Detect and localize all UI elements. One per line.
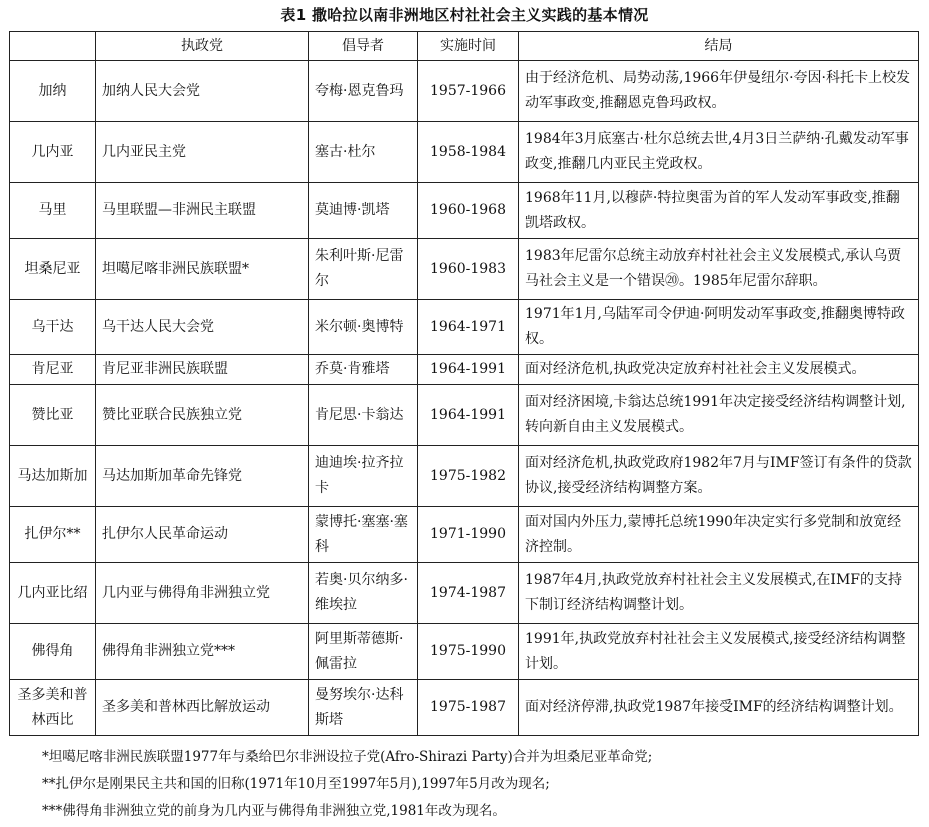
leader-cell: 蒙博托·塞塞·塞科: [309, 507, 418, 563]
table-row: [10, 680, 919, 736]
party-cell: 马达加斯加革命先锋党: [96, 446, 309, 507]
party-cell: 赞比亚联合民族独立党: [96, 385, 309, 446]
country-cell: 乌干达: [10, 300, 96, 355]
outcome-cell: 面对经济危机,执政党决定放弃村社社会主义发展模式。: [519, 355, 919, 385]
period-cell: 1960-1968: [418, 183, 519, 239]
table-row: [10, 385, 919, 446]
leader-cell: 塞古·杜尔: [309, 122, 418, 183]
country-cell: 佛得角: [10, 624, 96, 680]
footnote: **扎伊尔是刚果民主共和国的旧称(1971年10月至1997年5月),1997年5月改为现名;: [42, 776, 550, 792]
leader-cell: 乔莫·肯雅塔: [309, 355, 418, 385]
leader-cell: 肯尼思·卡翁达: [309, 385, 418, 446]
footnotes: [42, 744, 652, 825]
country-cell: 坦桑尼亚: [10, 239, 96, 300]
leader-cell: 米尔顿·奥博特: [309, 300, 418, 355]
party-cell: 乌干达人民大会党: [96, 300, 309, 355]
party-cell: 几内亚与佛得角非洲独立党: [96, 563, 309, 624]
party-cell: 圣多美和普林西比解放运动: [96, 680, 309, 736]
outcome-cell: 1971年1月,乌陆军司令伊迪·阿明发动军事政变,推翻奥博特政权。: [519, 300, 919, 355]
table-row: [10, 355, 919, 385]
party-cell: 坦噶尼喀非洲民族联盟*: [96, 239, 309, 300]
country-cell: 几内亚: [10, 122, 96, 183]
period-cell: 1975-1987: [418, 680, 519, 736]
table-row: [10, 239, 919, 300]
country-cell: 肯尼亚: [10, 355, 96, 385]
outcome-cell: 1968年11月,以穆萨·特拉奥雷为首的军人发动军事政变,推翻凯塔政权。: [519, 183, 919, 239]
party-cell: 扎伊尔人民革命运动: [96, 507, 309, 563]
outcome-cell: 面对国内外压力,蒙博托总统1990年决定实行多党制和放宽经济控制。: [519, 507, 919, 563]
table-row: [10, 624, 919, 680]
country-cell: 扎伊尔**: [10, 507, 96, 563]
header-party: 执政党: [96, 32, 309, 61]
header-period: 实施时间: [418, 32, 519, 61]
header-country: [10, 32, 96, 61]
country-cell: 赞比亚: [10, 385, 96, 446]
party-cell: 佛得角非洲独立党***: [96, 624, 309, 680]
table-row: [10, 61, 919, 122]
header-leader: 倡导者: [309, 32, 418, 61]
country-cell: 加纳: [10, 61, 96, 122]
outcome-cell: 面对经济危机,执政党政府1982年7月与IMF签订有条件的贷款协议,接受经济结构调整方案。: [519, 446, 919, 507]
period-cell: 1975-1990: [418, 624, 519, 680]
party-cell: 几内亚民主党: [96, 122, 309, 183]
period-cell: 1975-1982: [418, 446, 519, 507]
footnote: ***佛得角非洲独立党的前身为几内亚与佛得角非洲独立党,1981年改为现名。: [42, 803, 506, 819]
leader-cell: 阿里斯蒂德斯·佩雷拉: [309, 624, 418, 680]
leader-cell: 迪迪埃·拉齐拉卡: [309, 446, 418, 507]
period-cell: 1960-1983: [418, 239, 519, 300]
party-cell: 加纳人民大会党: [96, 61, 309, 122]
table-row: [10, 563, 919, 624]
data-table: [9, 31, 919, 736]
outcome-cell: 1987年4月,执政党放弃村社社会主义发展模式,在IMF的支持下制订经济结构调整计划。: [519, 563, 919, 624]
outcome-cell: 由于经济危机、局势动荡,1966年伊曼纽尔·夸因·科托卡上校发动军事政变,推翻恩克鲁玛政权。: [519, 61, 919, 122]
table-row: [10, 122, 919, 183]
party-cell: 肯尼亚非洲民族联盟: [96, 355, 309, 385]
leader-cell: 若奥·贝尔纳多·维埃拉: [309, 563, 418, 624]
country-cell: 马达加斯加: [10, 446, 96, 507]
country-cell: 圣多美和普林西比: [10, 680, 96, 736]
leader-cell: 曼努埃尔·达科斯塔: [309, 680, 418, 736]
period-cell: 1964-1991: [418, 385, 519, 446]
country-cell: 几内亚比绍: [10, 563, 96, 624]
period-cell: 1964-1971: [418, 300, 519, 355]
table-title: 表1 撒哈拉以南非洲地区村社社会主义实践的基本情况: [280, 6, 649, 24]
period-cell: 1957-1966: [418, 61, 519, 122]
footnote: *坦噶尼喀非洲民族联盟1977年与桑给巴尔非洲设拉子党(Afro-Shirazi Party)合并为坦桑尼亚革命党;: [42, 749, 653, 765]
outcome-cell: 面对经济停滞,执政党1987年接受IMF的经济结构调整计划。: [519, 680, 919, 736]
period-cell: 1958-1984: [418, 122, 519, 183]
outcome-cell: 面对经济困境,卡翁达总统1991年决定接受经济结构调整计划,转向新自由主义发展模式。: [519, 385, 919, 446]
leader-cell: 夸梅·恩克鲁玛: [309, 61, 418, 122]
period-cell: 1974-1987: [418, 563, 519, 624]
outcome-cell: 1983年尼雷尔总统主动放弃村社社会主义发展模式,承认乌贾马社会主义是一个错误⑳。1985年尼雷尔辞职。: [519, 239, 919, 300]
header-row: [10, 32, 919, 61]
table-row: [10, 183, 919, 239]
country-cell: 马里: [10, 183, 96, 239]
table-row: [10, 446, 919, 507]
party-cell: 马里联盟—非洲民主联盟: [96, 183, 309, 239]
outcome-cell: 1991年,执政党放弃村社社会主义发展模式,接受经济结构调整计划。: [519, 624, 919, 680]
leader-cell: 莫迪博·凯塔: [309, 183, 418, 239]
outcome-cell: 1984年3月底塞古·杜尔总统去世,4月3日兰萨纳·孔戴发动军事政变,推翻几内亚民主党政权。: [519, 122, 919, 183]
leader-cell: 朱利叶斯·尼雷尔: [309, 239, 418, 300]
period-cell: 1971-1990: [418, 507, 519, 563]
period-cell: 1964-1991: [418, 355, 519, 385]
table-row: [10, 300, 919, 355]
header-outcome: 结局: [519, 32, 919, 61]
table-row: [10, 507, 919, 563]
